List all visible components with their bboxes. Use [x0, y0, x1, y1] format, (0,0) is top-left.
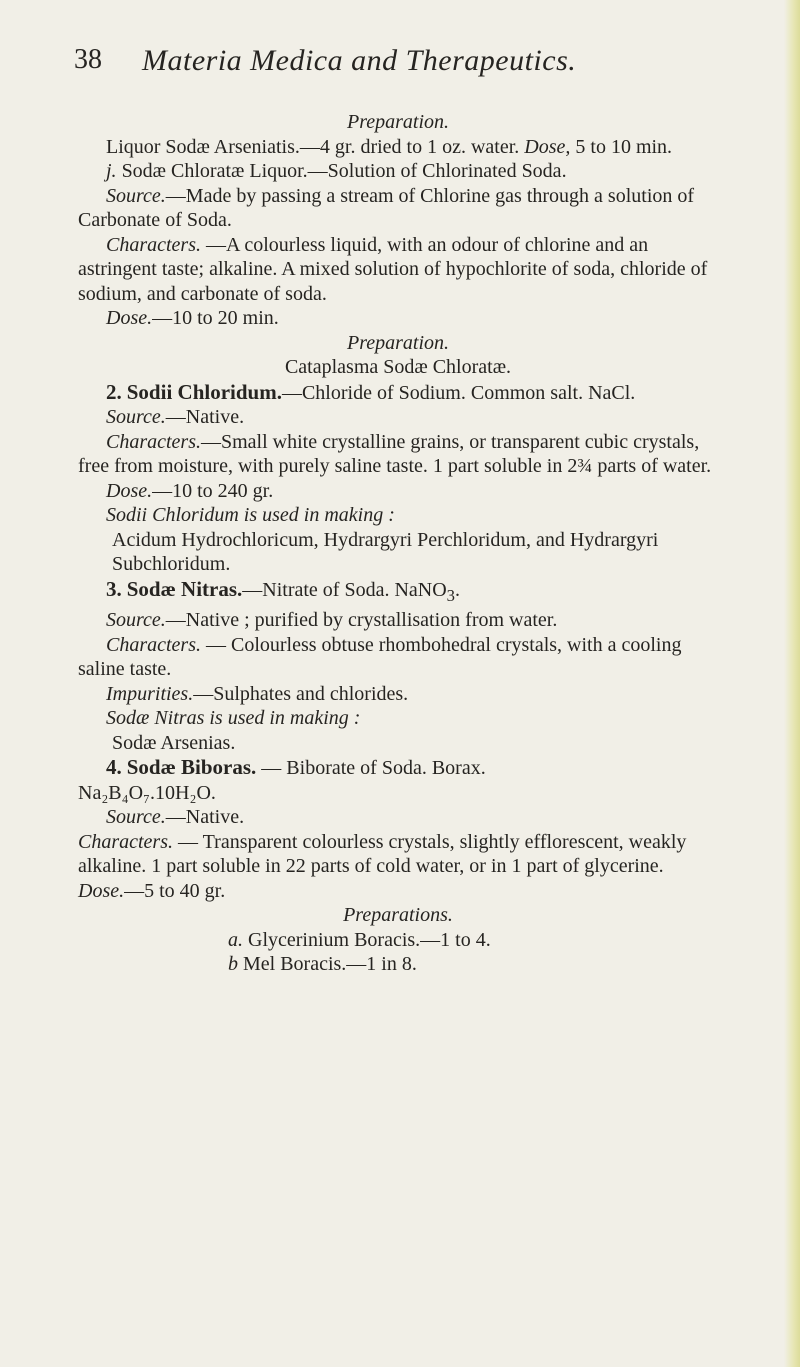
- page-body: [78, 110, 718, 977]
- preparation-item-a: a. Glycerinium Boracis.—1 to 4.: [228, 928, 491, 951]
- entry-j-heading: j. Sodæ Chloratæ Liquor.—Solution of Chlorinated Soda.: [106, 160, 567, 182]
- entry-3-impurities: Impurities.—Sulphates and chlorides.: [106, 682, 409, 705]
- entry-2-dose: Dose.—10 to 240 gr.: [106, 479, 274, 502]
- entry-2-characters: Characters.—Small white crystalline grains, or transparent cubic crystals, free from moisture, with purely saline taste. 1 part soluble in 2¾ parts of water.: [78, 430, 712, 477]
- entry-4-heading: 4. Sodæ Biboras. — Biborate of Soda. Borax.: [106, 755, 486, 779]
- preparation-text: Liquor Sodæ Arseniatis.—4 gr. dried to 1 oz. water. Dose, 5 to 10 min.: [106, 135, 673, 158]
- preparation-heading-2: Preparation.: [346, 331, 450, 354]
- page-header: [74, 44, 714, 84]
- running-title: Materia Medica and Therapeutics.: [142, 44, 577, 77]
- entry-j-source: Source.—Made by passing a stream of Chlorine gas through a solution of Carbonate of Soda.: [78, 184, 695, 231]
- entry-2-used: Acidum Hydrochloricum, Hydrargyri Perchloridum, and Hydrargyri Subchloridum.: [112, 528, 659, 575]
- entry-j-dose: Dose.—10 to 20 min.: [106, 307, 279, 329]
- entry-3-used: Sodæ Arsenias.: [112, 731, 236, 754]
- preparation-heading: Preparation.: [346, 111, 450, 133]
- entry-2-used-label: Sodii Chloridum is used in making :: [106, 504, 395, 526]
- entry-2-heading: 2. Sodii Chloridum.—Chloride of Sodium. Common salt. NaCl.: [106, 379, 636, 404]
- entry-4-dose: Dose.—5 to 40 gr.: [78, 879, 226, 902]
- entry-3-source: Source.—Native ; purified by crystallisation from water.: [106, 609, 558, 631]
- entry-4-source: Source.—Native.: [106, 806, 245, 828]
- page-edge-shading: [784, 0, 800, 1367]
- entry-j-characters: Characters. —A colourless liquid, with an odour of chlorine and an astringent taste; alkaline. A mixed solution of hypochlorite of soda, chloride of sodium, and carbonate of soda.: [78, 233, 708, 305]
- entry-4-characters: Characters. — Transparent colourless crystals, slightly efflorescent, weakly alkaline. 1 part soluble in 22 parts of cold water, or in 1 part of glycerine.: [78, 830, 687, 877]
- entry-3-characters: Characters. — Colourless obtuse rhombohedral crystals, with a cooling saline taste.: [78, 633, 682, 680]
- entry-4-formula: Na₂B₄O₇.10H₂O.: [78, 781, 216, 804]
- page-number: 38: [74, 44, 102, 75]
- entry-3-heading: 3. Sodæ Nitras.—Nitrate of Soda. NaNO$_3$.: [106, 576, 460, 605]
- entry-2-source: Source.—Native.: [106, 406, 245, 428]
- preparation-item-b: b Mel Boracis.—1 in 8.: [228, 953, 417, 975]
- preparations-heading: Preparations.: [343, 904, 453, 926]
- entry-3-used-label: Sodæ Nitras is used in making :: [106, 707, 361, 729]
- preparation-text-2: Cataplasma Sodæ Chloratæ.: [284, 356, 512, 378]
